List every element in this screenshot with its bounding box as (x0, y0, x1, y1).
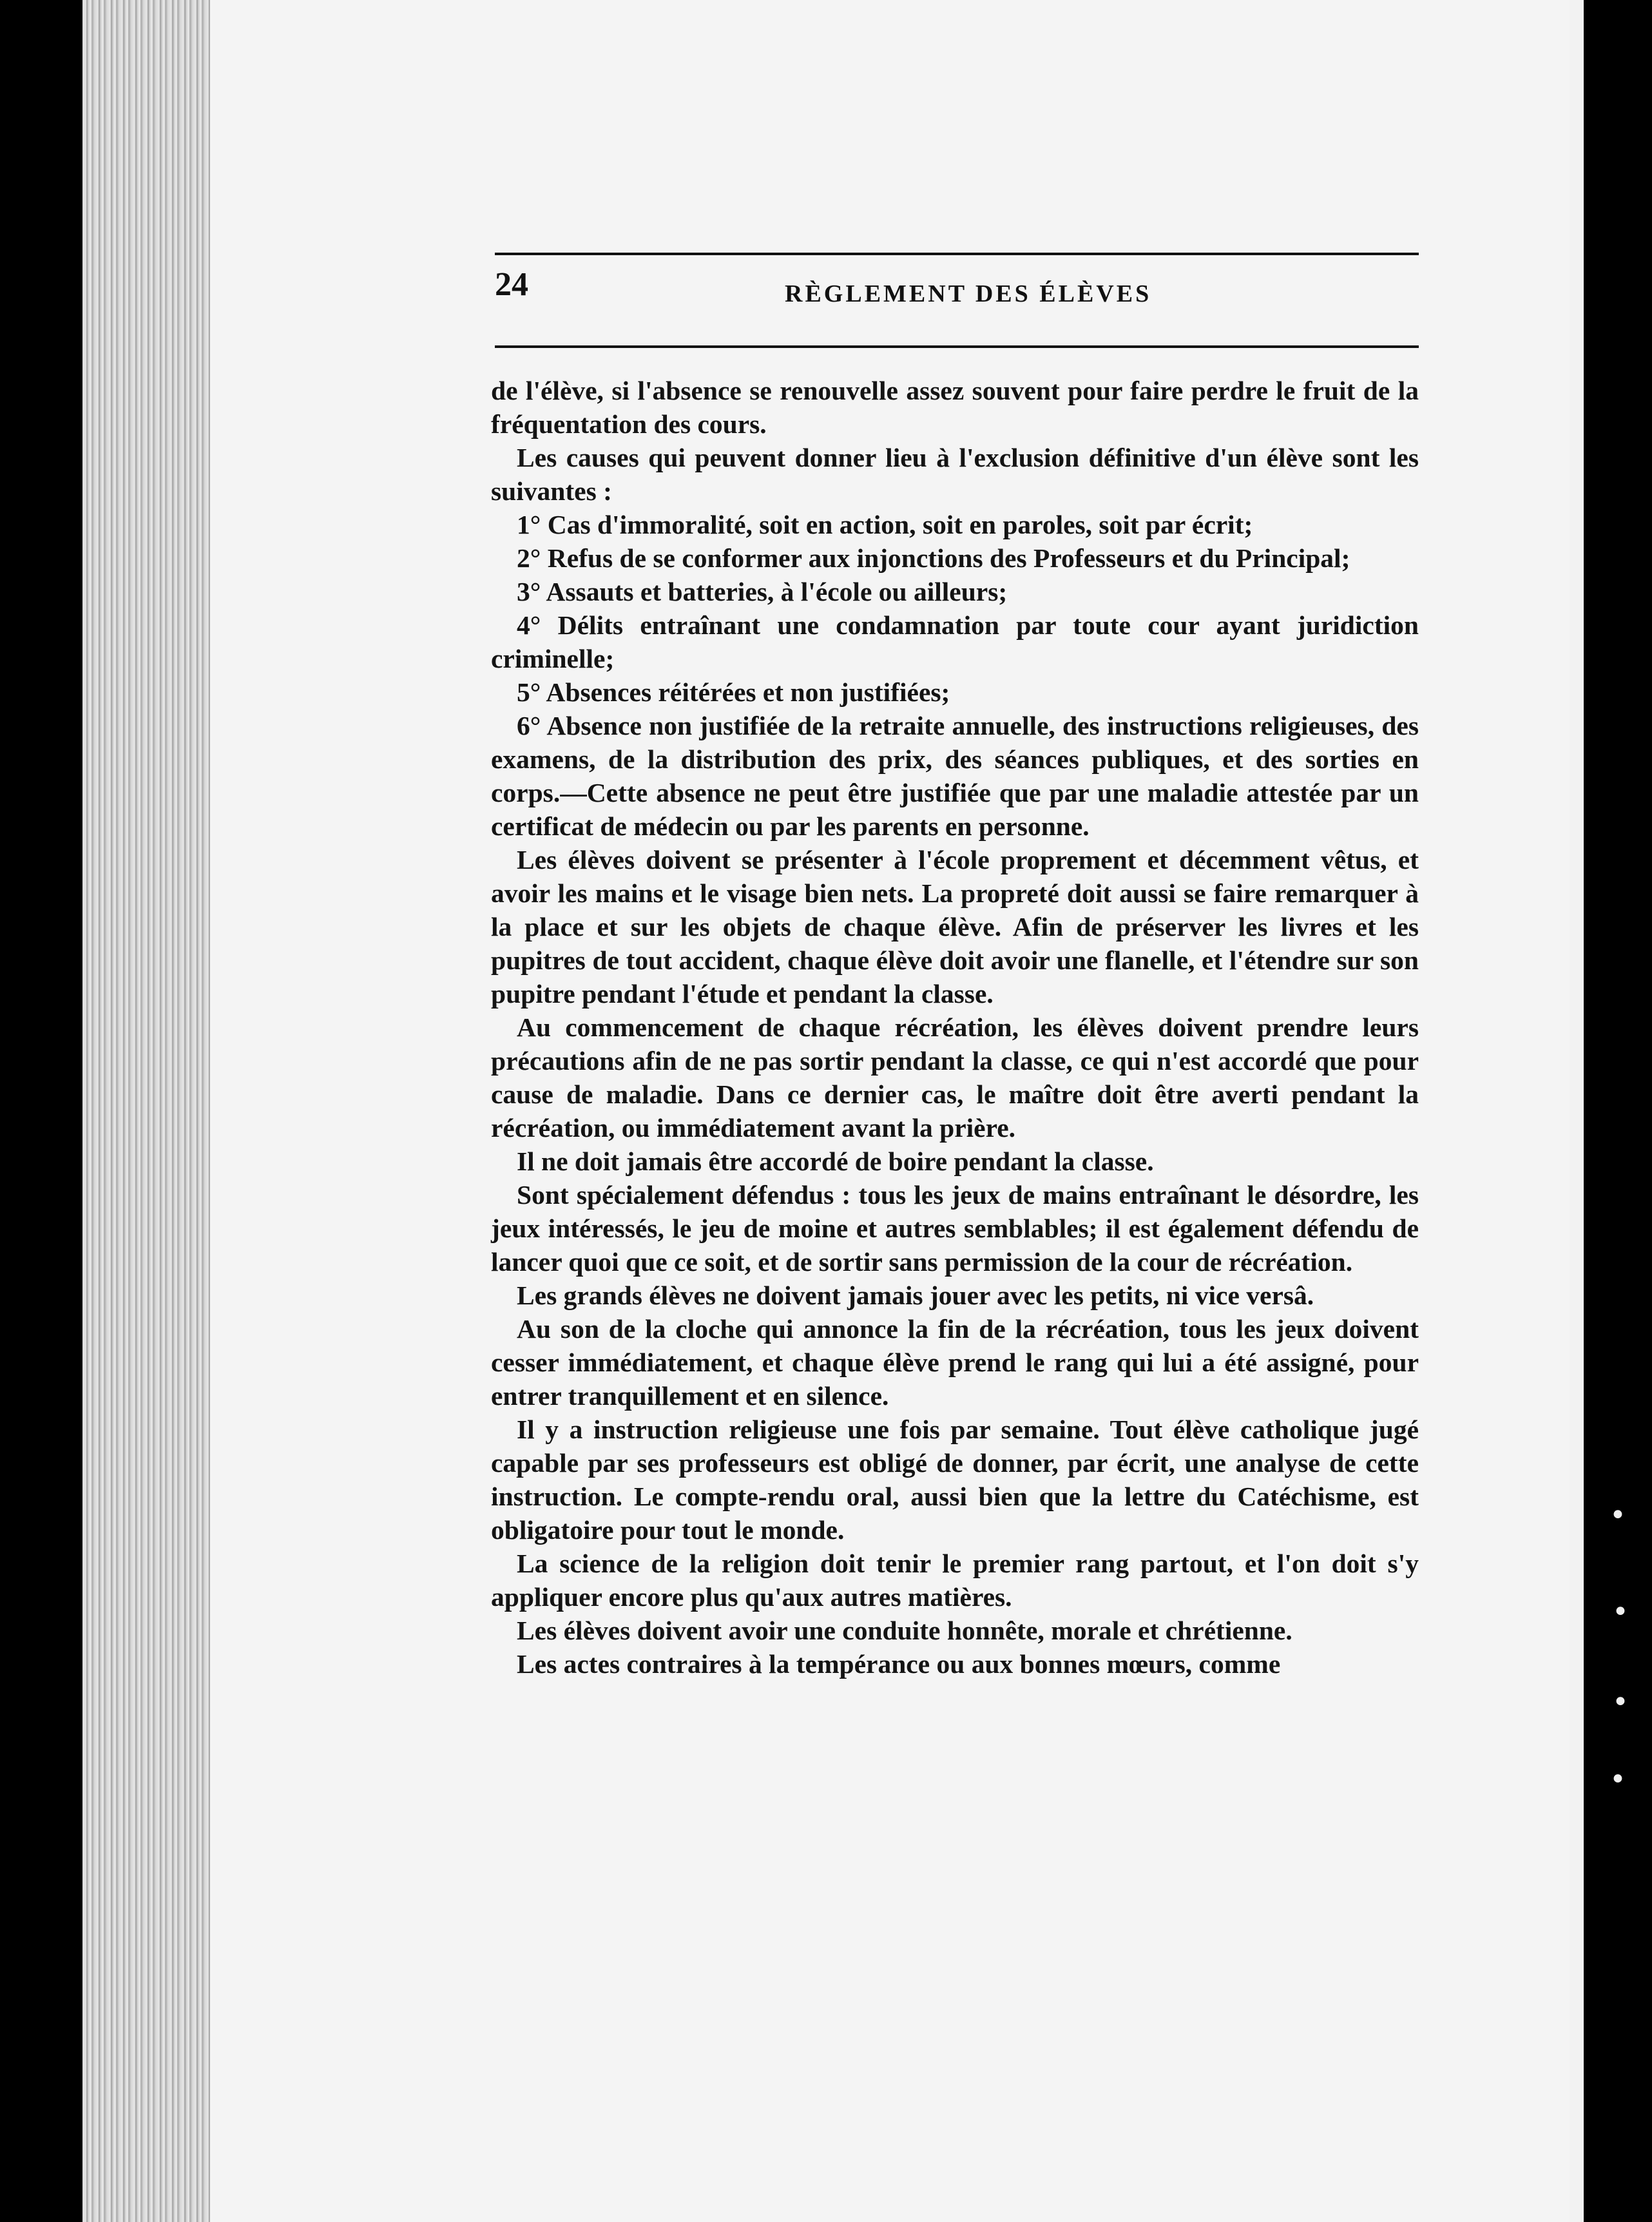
paragraph: Il y a instruction religieuse une fois par semaine. Tout élève catholique jugé capable par ses professeurs est obligé de donner, par écrit, une analyse de cette instruction. Le compte-rendu oral, aussi bien que la lettre du Catéchisme, est obligatoire pour tout le monde. (491, 1415, 1419, 1545)
list-item: 2° Refus de se conformer aux injonctions des Professeurs et du Principal; (517, 543, 1350, 573)
body-text (491, 374, 1419, 1681)
paragraph: de l'élève, si l'absence se renouvelle assez souvent pour faire perdre le fruit de la fréquentation des cours. (491, 376, 1419, 439)
paragraph: Les grands élèves ne doivent jamais jouer avec les petits, ni vice versâ. (517, 1280, 1314, 1310)
paragraph: Les élèves doivent se présenter à l'école proprement et décemment vêtus, et avoir les mains et le visage bien nets. La propreté doit aussi se faire remarquer à la place et sur les objets de chaque élève. Afin de préserver les livres et les pupitres de tout accident, chaque élève doit avoir une flanelle, et l'étendre sur son pupitre pendant l'étude et pendant la classe. (491, 845, 1419, 1009)
next-page-bleed-mark: • (1609, 1499, 1626, 1532)
paragraph: Il ne doit jamais être accordé de boire pendant la classe. (517, 1146, 1154, 1176)
running-title: RÈGLEMENT DES ÉLÈVES (785, 280, 1152, 307)
stacked-page-edges (82, 0, 213, 2222)
list-item: 6° Absence non justifiée de la retraite annuelle, des instructions religieuses, des examens, de la distribution des prix, des séances publiques, et des sorties en corps.—Cette absence ne peut être justifiée que par une maladie attestée par un certificat de médecin ou par les parents en personne. (491, 711, 1419, 841)
paragraph: Les élèves doivent avoir une conduite honnête, morale et chrétienne. (517, 1616, 1292, 1645)
next-page-bleed-mark: • (1609, 1763, 1626, 1796)
paragraph: Sont spécialement défendus : tous les jeux de mains entraînant le désordre, les jeux intéressés, le jeu de moine et autres semblables; il est également défendu de lancer quoi que ce soit, et de sortir sans permission de la cour de récréation. (491, 1180, 1419, 1277)
next-page-bleed-mark: • (1612, 1686, 1629, 1719)
list-item: 1° Cas d'immoralité, soit en action, soit en paroles, soit par écrit; (517, 510, 1253, 539)
paragraph: Les actes contraires à la tempérance ou aux bonnes mœurs, comme (517, 1649, 1281, 1679)
scan-border (1584, 0, 1652, 2222)
list-item: 4° Délits entraînant une condamnation par toute cour ayant juridiction criminelle; (491, 610, 1419, 673)
list-item: 3° Assauts et batteries, à l'école ou ailleurs; (517, 577, 1008, 606)
next-page-bleed-mark: • (1612, 1596, 1629, 1628)
paragraph: La science de la religion doit tenir le premier rang partout, et l'on doit s'y appliquer encore plus qu'aux autres matières. (491, 1549, 1419, 1612)
header-rule-top (495, 253, 1419, 255)
paragraph: Les causes qui peuvent donner lieu à l'exclusion définitive d'un élève sont les suivantes : (491, 443, 1419, 506)
paragraph: Au commencement de chaque récréation, les élèves doivent prendre leurs précautions afin de ne pas sortir pendant la classe, ce qui n'est accordé que pour cause de maladie. Dans ce dernier cas, le maître doit être averti pendant la récréation, ou immédiatement avant la prière. (491, 1012, 1419, 1143)
list-item: 5° Absences réitérées et non justifiées; (517, 677, 950, 707)
header-rule-bottom (495, 345, 1419, 348)
page-number: 24 (495, 266, 528, 303)
page-gutter (1570, 0, 1584, 2222)
paragraph: Au son de la cloche qui annonce la fin de la récréation, tous les jeux doivent cesser immédiatement, et chaque élève prend le rang qui lui a été assigné, pour entrer tranquillement et en silence. (491, 1314, 1419, 1411)
